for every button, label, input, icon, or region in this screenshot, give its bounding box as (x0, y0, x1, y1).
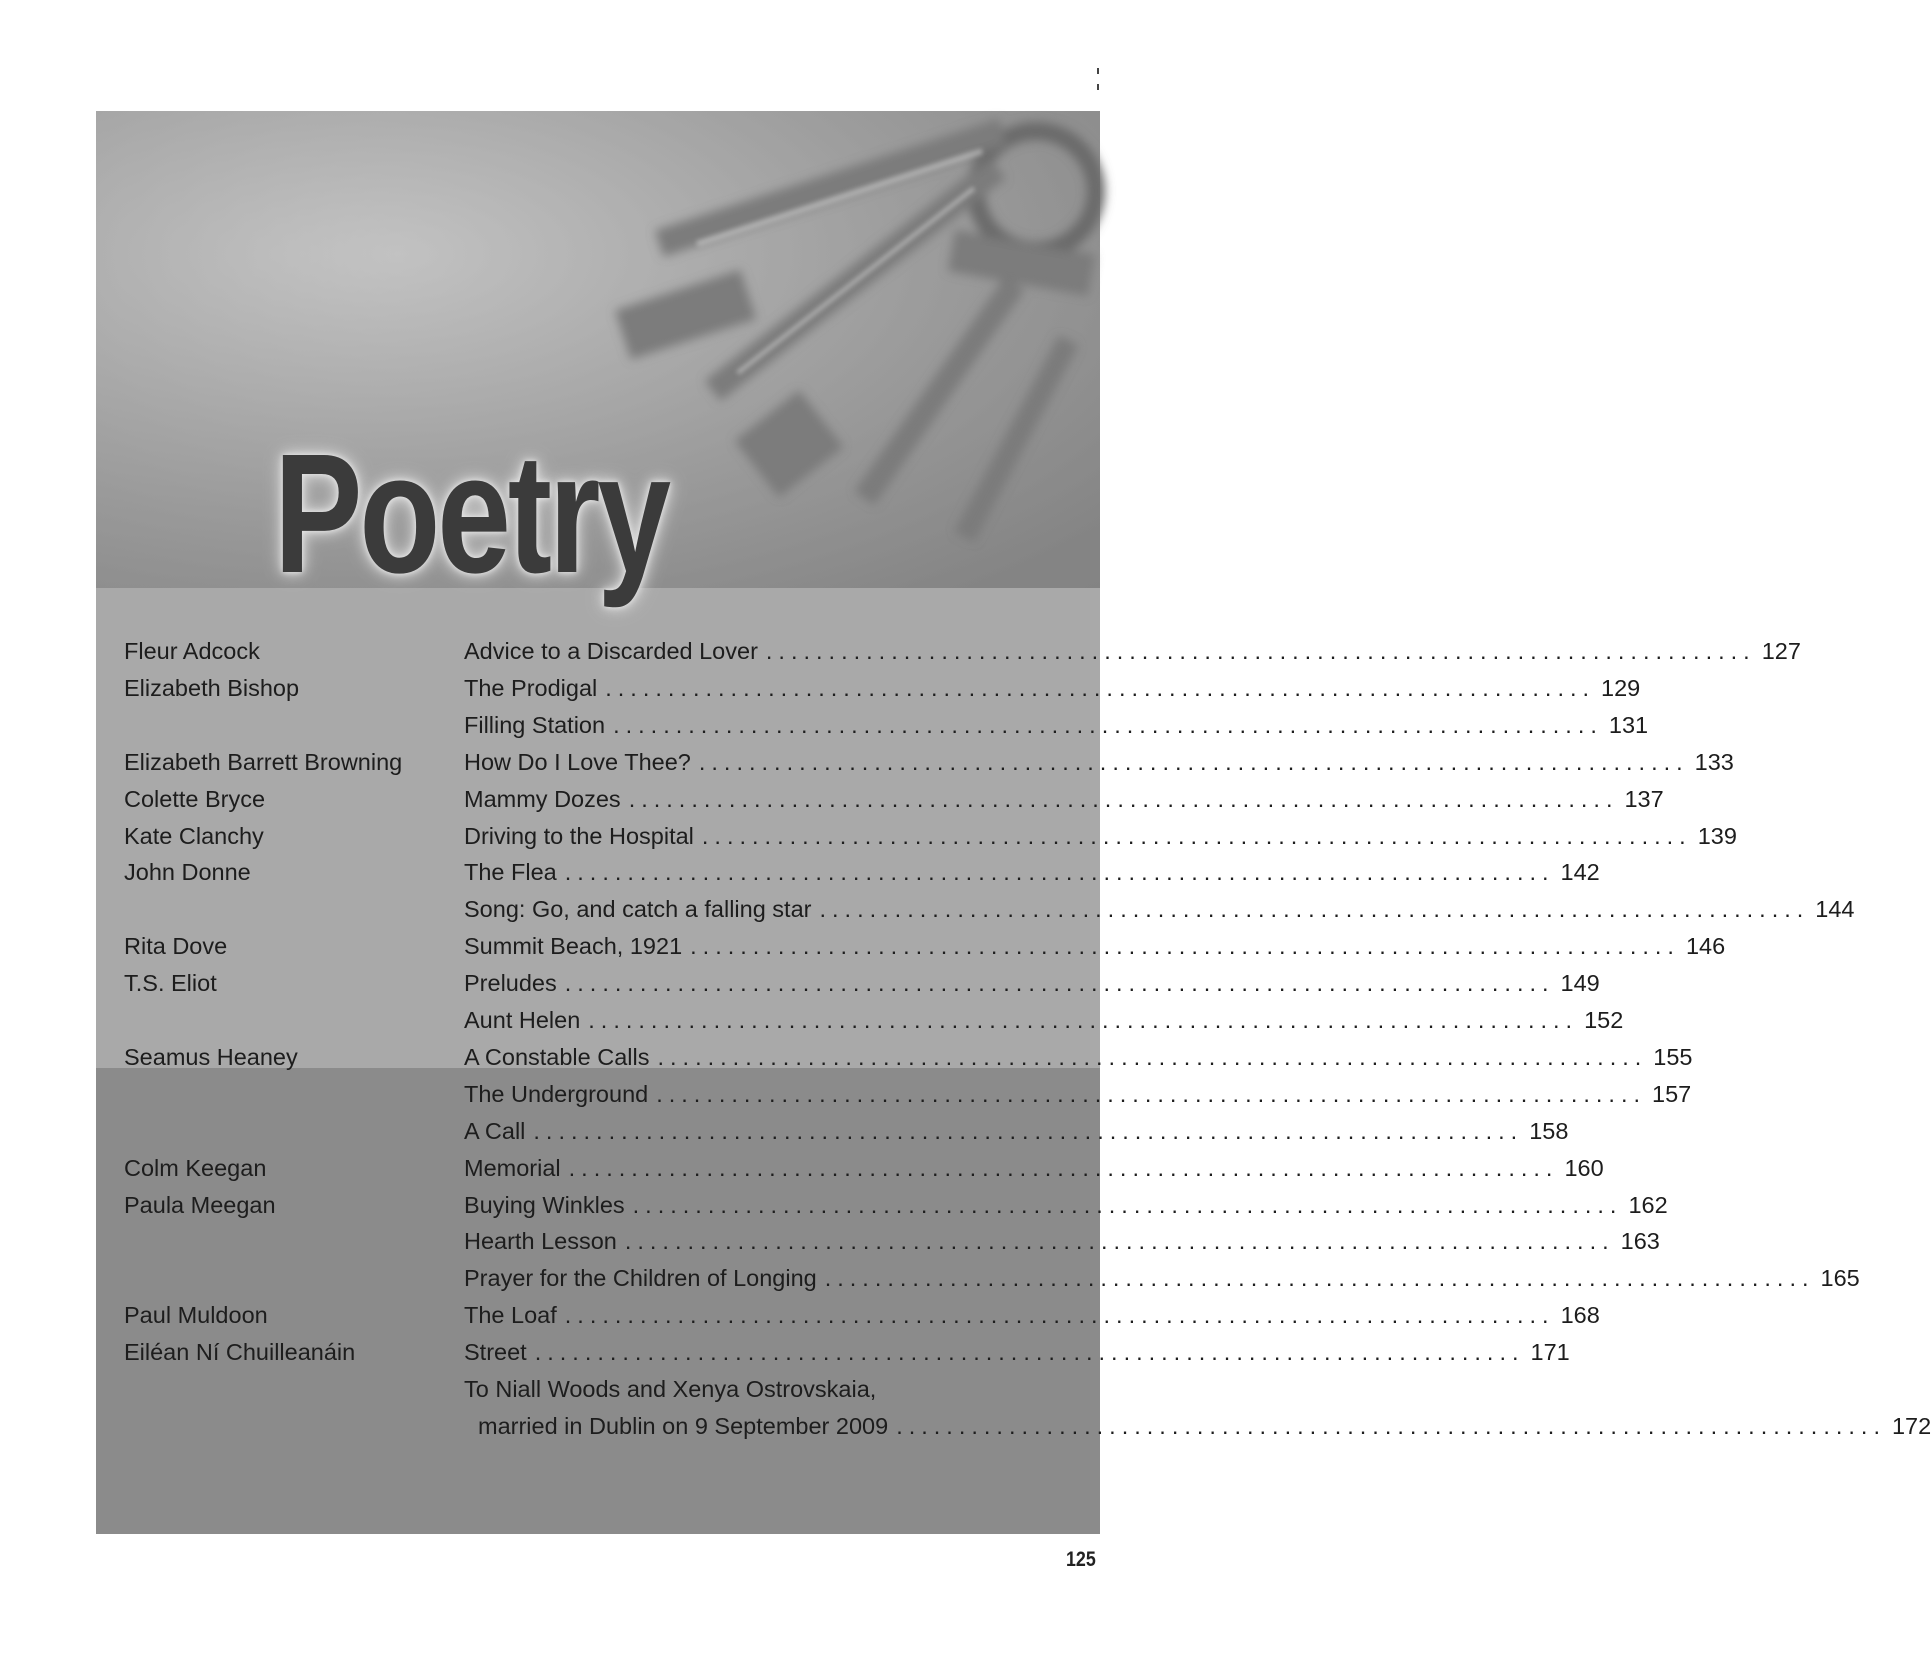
poem-entry (464, 1223, 1660, 1259)
poem-page-number: 144 (1815, 896, 1855, 922)
poem-title: The Loaf (464, 1302, 557, 1328)
poet-name: Paul Muldoon (124, 1302, 268, 1328)
dot-leader: ............................................................................... (656, 1081, 1646, 1107)
poem-entry (464, 1334, 1570, 1370)
dot-leader: ............................................................................... (534, 1339, 1525, 1365)
contents-panel (96, 111, 1931, 1534)
poet-name: Colm Keegan (124, 1155, 267, 1181)
dot-leader: ............................................................................... (568, 1155, 1559, 1181)
toc-row (96, 1002, 1624, 1038)
poem-page-number: 149 (1560, 970, 1600, 996)
poem-page-number: 172 (1891, 1413, 1931, 1439)
toc-row (96, 707, 1649, 743)
toc-row (96, 633, 1801, 669)
poem-title: Preludes (464, 970, 557, 996)
poem-title: Summit Beach, 1921 (464, 933, 683, 959)
dot-leader: ............................................................................... (657, 1044, 1648, 1070)
poem-entry (464, 1039, 1693, 1075)
dot-leader: ............................................................................... (819, 896, 1810, 922)
poem-page-number: 171 (1530, 1339, 1570, 1365)
toc-row (96, 1113, 1569, 1149)
poem-entry (464, 891, 1855, 927)
poem-page-number: 158 (1529, 1118, 1569, 1144)
toc-row (96, 1334, 1570, 1370)
dot-leader: ............................................................................... (624, 1228, 1615, 1254)
dot-leader: ............................................................................... (690, 933, 1680, 959)
poem-entry (464, 1150, 1604, 1186)
poem-entry (464, 1187, 1668, 1223)
poem-entry (464, 928, 1726, 964)
poem-title: The Flea (464, 859, 557, 885)
poem-title: Mammy Dozes (464, 786, 621, 812)
toc-row (96, 928, 1726, 964)
poem-title: Buying Winkles (464, 1192, 625, 1218)
poem-title: Driving to the Hospital (464, 823, 694, 849)
toc-row (96, 1371, 1100, 1407)
poem-entry (464, 1113, 1569, 1149)
toc-row (96, 1150, 1604, 1186)
toc-row (96, 670, 1641, 706)
poem-title: Advice to a Discarded Lover (464, 638, 758, 664)
poem-title: Memorial (464, 1155, 561, 1181)
poem-entry (464, 818, 1737, 854)
poem-title: The Prodigal (464, 675, 598, 701)
poem-page-number: 146 (1685, 933, 1726, 959)
toc-row (96, 818, 1737, 854)
toc-row (96, 744, 1734, 780)
poem-entry (464, 744, 1734, 780)
poem-title: Street (464, 1339, 527, 1365)
poem-title: To Niall Woods and Xenya Ostrovskaia, (464, 1376, 877, 1402)
poem-entry (464, 1076, 1692, 1112)
poem-entry (464, 707, 1649, 743)
poem-title: Prayer for the Children of Longing (464, 1265, 817, 1291)
toc-row (96, 1223, 1660, 1259)
poem-title: Aunt Helen (464, 1007, 581, 1033)
poem-title: Hearth Lesson (464, 1228, 617, 1254)
dot-leader: ............................................................................... (824, 1265, 1815, 1291)
crop-mark (1097, 68, 1099, 98)
dot-leader: ............................................................................... (613, 712, 1603, 738)
poem-entry (464, 1002, 1624, 1038)
toc-row (96, 1039, 1693, 1075)
poem-title: How Do I Love Thee? (464, 749, 691, 775)
dot-leader: ............................................................................... (701, 823, 1692, 849)
poem-title: married in Dublin on 9 September 2009 (478, 1413, 889, 1439)
poem-page-number: 127 (1761, 638, 1801, 664)
poem-entry (464, 670, 1641, 706)
poem-entry (464, 1297, 1600, 1333)
toc-row (96, 1260, 1860, 1296)
dot-leader: ............................................................................... (533, 1118, 1524, 1144)
poet-name: Rita Dove (124, 933, 228, 959)
poem-entry (464, 1371, 1066, 1407)
dot-leader: ............................................................................... (605, 675, 1596, 701)
page-number: 125 (1066, 1548, 1096, 1571)
poem-page-number: 129 (1601, 675, 1641, 701)
dot-leader: ............................................................................... (628, 786, 1619, 812)
poem-page-number: 162 (1628, 1192, 1668, 1218)
poet-name: Eiléan Ní Chuilleanáin (124, 1339, 356, 1365)
poet-name: Paula Meegan (124, 1192, 276, 1218)
poem-page-number: 152 (1584, 1007, 1624, 1033)
poet-name: John Donne (124, 859, 251, 885)
poem-title: Song: Go, and catch a falling star (464, 896, 812, 922)
poem-page-number: 157 (1652, 1081, 1692, 1107)
poet-name: Kate Clanchy (124, 823, 264, 849)
poem-entry (464, 633, 1801, 669)
poem-entry (464, 854, 1600, 890)
poem-page-number: 133 (1694, 749, 1734, 775)
poem-entry (464, 965, 1600, 1001)
poem-page-number: 163 (1620, 1228, 1660, 1254)
dot-leader: ............................................................................... (632, 1192, 1623, 1218)
poem-page-number: 160 (1564, 1155, 1604, 1181)
poet-name: Seamus Heaney (124, 1044, 298, 1070)
poem-page-number: 131 (1608, 712, 1649, 738)
toc-row (96, 1297, 1600, 1333)
poem-title: The Underground (464, 1081, 649, 1107)
poem-title: A Call (464, 1118, 526, 1144)
poem-page-number: 165 (1820, 1265, 1860, 1291)
poem-page-number: 142 (1560, 859, 1600, 885)
dot-leader: ............................................................................... (698, 749, 1689, 775)
toc-row (96, 854, 1600, 890)
poem-title: Filling Station (464, 712, 606, 738)
dot-leader: ............................................................................... (564, 859, 1555, 885)
toc-row (96, 1408, 1931, 1444)
toc-row (96, 891, 1855, 927)
poem-title: A Constable Calls (464, 1044, 650, 1070)
dot-leader: ............................................................................... (564, 970, 1555, 996)
toc-row (96, 965, 1600, 1001)
dot-leader: ............................................................................... (564, 1302, 1555, 1328)
poem-entry (464, 1260, 1860, 1296)
toc-row (96, 781, 1664, 817)
poet-name: Fleur Adcock (124, 638, 260, 664)
poet-name: T.S. Eliot (124, 970, 217, 996)
poem-page-number: 139 (1697, 823, 1737, 849)
poem-page-number: 155 (1653, 1044, 1693, 1070)
dot-leader: ............................................................................... (588, 1007, 1579, 1033)
poet-name: Elizabeth Bishop (124, 675, 300, 701)
page-title: Poetry (274, 419, 668, 609)
poem-entry (464, 781, 1664, 817)
poem-page-number: 168 (1560, 1302, 1600, 1328)
poet-name: Elizabeth Barrett Browning (124, 749, 403, 775)
toc-row (96, 1187, 1668, 1223)
dot-leader: ............................................................................... (896, 1413, 1886, 1439)
toc-row (96, 1076, 1692, 1112)
poem-page-number: 137 (1624, 786, 1664, 812)
dot-leader: ............................................................................... (765, 638, 1756, 664)
poem-entry (478, 1408, 1931, 1444)
poet-name: Colette Bryce (124, 786, 266, 812)
